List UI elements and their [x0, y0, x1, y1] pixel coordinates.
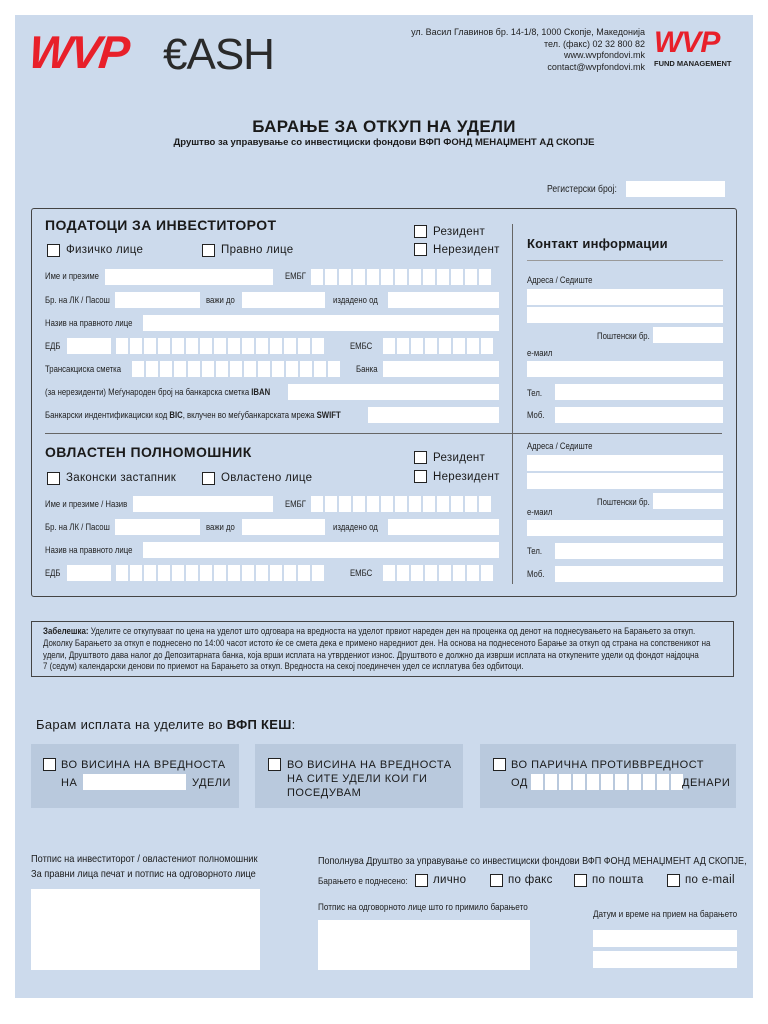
form-subtitle: Друштво за управување со инвестициски фондови ВФП ФОНД МЕНАЏМЕНТ АД СКОПЈЕ — [173, 137, 595, 148]
submitted-post-checkbox[interactable] — [574, 874, 587, 887]
payout-amount-line1: ВО ПАРИЧНА ПРОТИВВРЕДНОСТ — [511, 759, 705, 771]
payout-prefix: Барам исплата на уделите во — [36, 717, 227, 732]
payout-all-line2: НА СИТЕ УДЕЛИ КОИ ГИ — [287, 773, 428, 785]
submitted-fax-label: по факс — [508, 874, 553, 886]
contact-mob-field[interactable] — [555, 407, 723, 423]
payout-amount-denari: ДЕНАРИ — [682, 777, 731, 789]
contact-address-field-1[interactable] — [527, 289, 723, 305]
receiver-signature-label: Потпис на одговорното лице што го примило барањето — [318, 902, 528, 913]
name-field[interactable] — [105, 269, 273, 285]
payout-all-checkbox[interactable] — [268, 758, 281, 771]
edb-cells[interactable] — [116, 338, 324, 354]
email-line: contact@wvpfondovi.mk — [547, 61, 645, 72]
submitted-personal-label: лично — [433, 874, 467, 886]
investor-signature-line1: Потпис на инвеститорот / овластениот полномошник — [31, 853, 258, 865]
note-line-1-text: Уделите се откупуваат по цена на уделот што одговара на вредноста на уделот првиот нареден ден на проценка од денот на поднесувањето на Барањето за откуп. — [90, 626, 696, 636]
embs-label: ЕМБС — [350, 341, 373, 351]
submitted-label: Барањето е поднесено: — [318, 876, 408, 887]
investor-section — [31, 208, 737, 597]
proxy-valid-until-field[interactable] — [242, 519, 325, 535]
note-line-3: удели, Друштвото дава налог до Депозитарната банка, која врши исплата на утврдениот износ. Друштвото е должно да изврши исплата на откупените удели од фондот најдоцна — [43, 649, 699, 660]
proxy-valid-until-label: важи до — [206, 522, 235, 532]
authorized-person-checkbox[interactable] — [202, 472, 215, 485]
proxy-legal-name-label: Назив на правното лице — [45, 545, 133, 555]
embs-cells[interactable] — [383, 338, 493, 354]
proxy-name-label: Име и презиме / Назив — [45, 499, 128, 509]
submitted-email-checkbox[interactable] — [667, 874, 680, 887]
note-line-1 — [43, 626, 714, 638]
proxy-address-field-1[interactable] — [527, 455, 723, 471]
contact-tel-field[interactable] — [555, 384, 723, 400]
valid-until-field[interactable] — [242, 292, 325, 308]
issued-by-label: издадено од — [333, 295, 378, 305]
nonresident-checkbox[interactable] — [414, 243, 427, 256]
payout-all-line1: ВО ВИСИНА НА ВРЕДНОСТА — [287, 759, 452, 771]
bic-label: BIC — [169, 410, 183, 420]
bank-label: Банка — [356, 364, 378, 374]
iban-label-bold: IBAN — [251, 387, 271, 397]
note-text — [43, 626, 714, 673]
form-title: БАРАЊЕ ЗА ОТКУП НА УДЕЛИ — [252, 117, 516, 136]
wvp-logo — [26, 26, 157, 78]
nonresident-label: Нерезидент — [433, 244, 500, 256]
reg-number-label: Регистерски број: — [547, 184, 617, 195]
contact-divider — [512, 224, 513, 584]
wvp-fund-logo — [654, 27, 740, 71]
proxy-issued-by-label: издадено од — [333, 522, 378, 532]
resident-checkbox[interactable] — [414, 225, 427, 238]
issued-by-field[interactable] — [388, 292, 499, 308]
investor-signature-label — [31, 852, 258, 882]
investor-signature-field[interactable] — [31, 889, 260, 970]
contact-mob-label: Моб. — [527, 410, 545, 420]
form-page — [15, 15, 753, 998]
proxy-postal-field[interactable] — [653, 493, 723, 509]
proxy-resident-label: Резидент — [433, 452, 486, 464]
note-line-4: 7 (седум) календарски денови по приемот на Барањето за откуп. Вредноста на секој поединечен удел се исплатува без одбитоци. — [43, 661, 524, 672]
payout-amount-od: ОД — [511, 777, 528, 789]
legal-rep-label: Законски застапник — [66, 472, 177, 484]
proxy-id-field[interactable] — [115, 519, 200, 535]
proxy-edb-cells[interactable] — [116, 565, 324, 581]
submitted-fax-checkbox[interactable] — [490, 874, 503, 887]
receipt-datetime-label: Датум и време на прием на барањето — [593, 909, 738, 920]
proxy-mob-field[interactable] — [555, 566, 723, 582]
authorized-person-label: Овластено лице — [221, 472, 313, 484]
investor-signature-line2: За правни лица печат и потпис на одговорното лице — [31, 868, 256, 880]
natural-person-label: Физичко лице — [66, 244, 144, 256]
iban-field[interactable] — [288, 384, 499, 400]
company-address — [345, 27, 645, 73]
phone-line: тел. (факс) 02 32 800 82 — [544, 38, 645, 49]
contact-email-label: е-маил — [527, 348, 553, 358]
payout-all-line3: ПОСЕДУВАМ — [287, 787, 362, 799]
proxy-nonresident-label: Нерезидент — [433, 471, 500, 483]
embg-cells[interactable] — [311, 269, 491, 285]
wvp-logo-text: WVP — [26, 26, 131, 78]
receiver-signature-field[interactable] — [318, 920, 530, 970]
edb-prefix-field[interactable] — [67, 338, 111, 354]
proxy-postal-label: Поштенски бр. — [597, 497, 650, 507]
fund-management-label: FUND MANAGEMENT — [654, 59, 732, 68]
contact-address-label: Адреса / Седиште — [527, 275, 593, 285]
proxy-tel-label: Тел. — [527, 546, 543, 556]
proxy-address-label: Адреса / Седиште — [527, 441, 593, 451]
address-line: ул. Васил Главинов бр. 14-1/8, 1000 Скопје, Македонија — [411, 27, 645, 37]
proxy-email-label: е-маил — [527, 507, 553, 517]
payout-units-checkbox[interactable] — [43, 758, 56, 771]
valid-until-label: важи до — [206, 295, 235, 305]
proxy-mob-label: Моб. — [527, 569, 545, 579]
name-label: Име и презиме — [45, 271, 99, 281]
proxy-nonresident-checkbox[interactable] — [414, 470, 427, 483]
investor-heading: ПОДАТОЦИ ЗА ИНВЕСТИТОРОТ — [45, 217, 277, 233]
payout-fund: ВФП КЕШ — [226, 717, 292, 732]
submitted-personal-checkbox[interactable] — [415, 874, 428, 887]
contact-heading: Контакт информации — [527, 236, 668, 251]
edb-label: ЕДБ — [45, 341, 61, 351]
resident-label: Резидент — [433, 226, 486, 238]
receipt-time-field[interactable] — [593, 951, 737, 968]
legal-entity-checkbox[interactable] — [202, 244, 215, 257]
contact-email-field[interactable] — [527, 361, 723, 377]
payout-suffix: : — [291, 717, 296, 732]
payout-units-udeli: УДЕЛИ — [192, 777, 231, 789]
iban-label — [45, 387, 270, 397]
bank-field[interactable] — [383, 361, 499, 377]
contact-heading-rule — [527, 260, 723, 261]
proxy-tel-field[interactable] — [555, 543, 723, 559]
company-fill-label: Пополнува Друштво за управување со инвестициски фондови ВФП ФОНД МЕНАЏМЕНТ АД СКОПЈЕ, — [318, 855, 747, 867]
proxy-resident-checkbox[interactable] — [414, 451, 427, 464]
contact-postal-label: Поштенски бр. — [597, 331, 650, 341]
legal-entity-label: Правно лице — [221, 244, 294, 256]
proxy-edb-label: ЕДБ — [45, 568, 61, 578]
reg-number-field[interactable] — [626, 181, 725, 197]
payout-amount-cells[interactable] — [531, 774, 683, 790]
proxy-legal-name-field[interactable] — [143, 542, 499, 558]
natural-person-checkbox[interactable] — [47, 244, 60, 257]
section-divider — [45, 433, 722, 434]
account-cells[interactable] — [132, 361, 340, 377]
proxy-name-field[interactable] — [133, 496, 273, 512]
wvp-fund-logo-text: WVP — [654, 26, 720, 59]
account-label: Трансакциска сметка — [45, 364, 122, 374]
legal-name-label: Назив на правното лице — [45, 318, 133, 328]
submitted-email-label: по e-mail — [685, 874, 735, 886]
submitted-post-label: по пошта — [592, 874, 644, 886]
swift-field[interactable] — [368, 407, 499, 423]
swift-label — [45, 410, 341, 420]
proxy-issued-by-field[interactable] — [388, 519, 499, 535]
proxy-id-label: Бр. на ЛК / Пасош — [45, 522, 110, 532]
note-line-2: Доколку Барањето за откуп е поднесено по 14:00 часот истото ќе се смета дека е примено наредниот ден. На основа на поднесеното Барање за откуп од страна на сопственикот на — [43, 637, 711, 648]
id-field[interactable] — [115, 292, 200, 308]
swift-label-text: Банкарски индентификациски код — [45, 410, 170, 420]
embg-label: ЕМБГ — [285, 271, 306, 281]
cash-logo: €ASH — [163, 30, 274, 79]
contact-tel-label: Тел. — [527, 388, 543, 398]
contact-address-field-2[interactable] — [527, 307, 723, 323]
contact-postal-field[interactable] — [653, 327, 723, 343]
id-label: Бр. на ЛК / Пасош — [45, 295, 110, 305]
receipt-date-field[interactable] — [593, 930, 737, 947]
proxy-embs-label: ЕМБС — [350, 568, 373, 578]
proxy-embs-cells[interactable] — [383, 565, 493, 581]
legal-name-field[interactable] — [143, 315, 499, 331]
payout-units-field[interactable] — [83, 774, 186, 790]
proxy-embg-cells[interactable] — [311, 496, 491, 512]
proxy-email-field[interactable] — [527, 520, 723, 536]
proxy-embg-label: ЕМБГ — [285, 499, 306, 509]
proxy-edb-prefix-field[interactable] — [67, 565, 111, 581]
website-line: www.wvpfondovi.mk — [563, 50, 645, 60]
payout-units-na: НА — [61, 777, 78, 789]
note-label: Забелешка: — [43, 626, 89, 636]
payout-amount-checkbox[interactable] — [493, 758, 506, 771]
legal-rep-checkbox[interactable] — [47, 472, 60, 485]
swift-label-mid: , вклучен во меѓубанкарската мрежа — [182, 410, 317, 420]
proxy-address-field-2[interactable] — [527, 473, 723, 489]
proxy-heading: ОВЛАСТЕН ПОЛНОМОШНИК — [45, 444, 252, 460]
payout-heading — [36, 717, 296, 732]
iban-label-text: (за нерезиденти) Меѓународен број на банкарска сметка — [45, 387, 252, 397]
payout-units-line1: ВО ВИСИНА НА ВРЕДНОСТА — [61, 759, 226, 771]
swift-label-bold: SWIFT — [316, 410, 341, 420]
